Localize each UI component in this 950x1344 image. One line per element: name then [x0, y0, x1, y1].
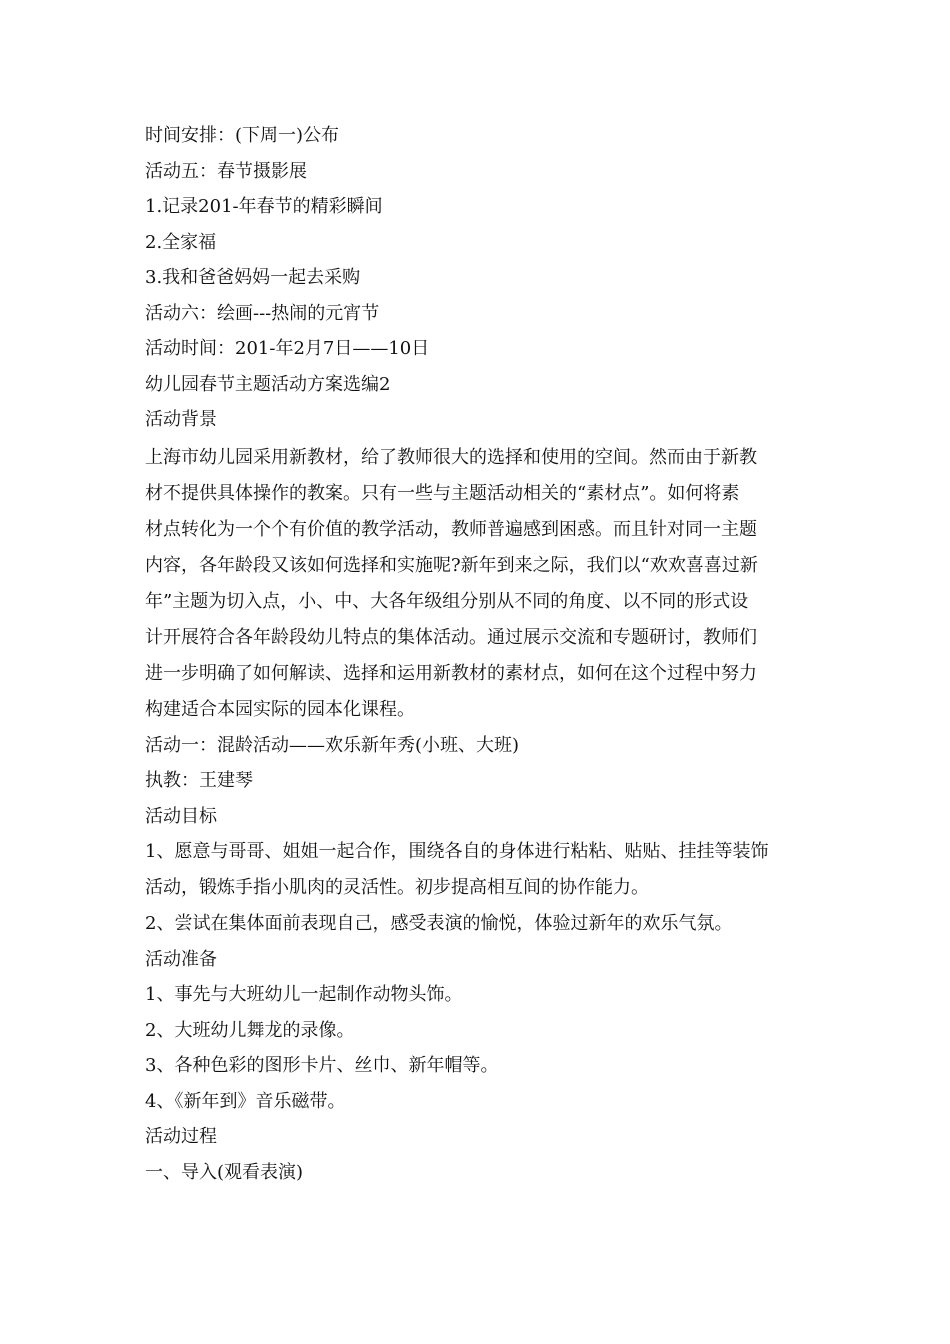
paragraph-line: 构建适合本园实际的园本化课程。 [145, 698, 415, 720]
process-heading: 活动过程 [145, 1126, 217, 1147]
paragraph-line: 年”主题为切入点，小、中、大各年级组分别从不同的角度、以不同的形式设 [145, 590, 749, 612]
background-heading: 活动背景 [145, 409, 217, 430]
list-item: 4、《新年到》音乐磁带。 [145, 1090, 346, 1112]
paragraph-line: 材点转化为一个个有价值的教学活动，教师普遍感到困惑。而且针对同一主题 [145, 518, 757, 540]
preparation-heading: 活动准备 [145, 948, 217, 970]
paragraph-line: 材不提供具体操作的教案。只有一些与主题活动相关的“素材点”。如何将素 [145, 482, 740, 504]
goal-one [145, 834, 810, 906]
paragraph-line: 1、愿意与哥哥、姐姐一起合作，围绕各自的身体进行粘粘、贴贴、挂挂等装饰 [145, 841, 769, 862]
activity-five-heading: 活动五：春节摄影展 [145, 160, 307, 182]
paragraph-line: 进一步明确了如何解读、选择和运用新教材的素材点，如何在这个过程中努力 [145, 662, 757, 684]
list-item: 2、大班幼儿舞龙的录像。 [145, 1019, 355, 1041]
activity-time-line: 活动时间：201-年2月7日——10日 [145, 338, 430, 359]
paragraph-line: 上海市幼儿园采用新教材，给了教师很大的选择和使用的空间。然而由于新教 [145, 446, 757, 468]
background-paragraph [145, 440, 810, 728]
step-one-heading: 一、导入(观看表演) [145, 1161, 304, 1183]
paragraph-line: 活动，锻炼手指小肌肉的灵活性。初步提高相互间的协作能力。 [145, 877, 649, 898]
goals-heading: 活动目标 [145, 805, 217, 827]
document-page [145, 118, 810, 1190]
list-item: 1、事先与大班幼儿一起制作动物头饰。 [145, 984, 463, 1005]
schedule-line: 时间安排：(下周一)公布 [145, 125, 340, 146]
goal-two: 2、尝试在集体面前表现自己，感受表演的愉悦，体验过新年的欢乐气氛。 [145, 913, 733, 934]
list-item: 3.我和爸爸妈妈一起去采购 [145, 267, 361, 288]
list-item: 2.全家福 [145, 231, 217, 253]
paragraph-line: 内容，各年龄段又该如何选择和实施呢?新年到来之际，我们以“欢欢喜喜过新 [145, 554, 758, 576]
activity-one-heading: 活动一：混龄活动——欢乐新年秀(小班、大班) [145, 734, 520, 756]
teacher-line: 执教：王建琴 [145, 770, 253, 791]
list-item: 3、各种色彩的图形卡片、丝巾、新年帽等。 [145, 1055, 499, 1076]
section-title: 幼儿园春节主题活动方案选编2 [145, 373, 391, 395]
paragraph-line: 计开展符合各年龄段幼儿特点的集体活动。通过展示交流和专题研讨，教师们 [145, 626, 757, 648]
activity-six-heading: 活动六：绘画---热闹的元宵节 [145, 302, 380, 324]
list-item: 1.记录201-年春节的精彩瞬间 [145, 196, 383, 217]
